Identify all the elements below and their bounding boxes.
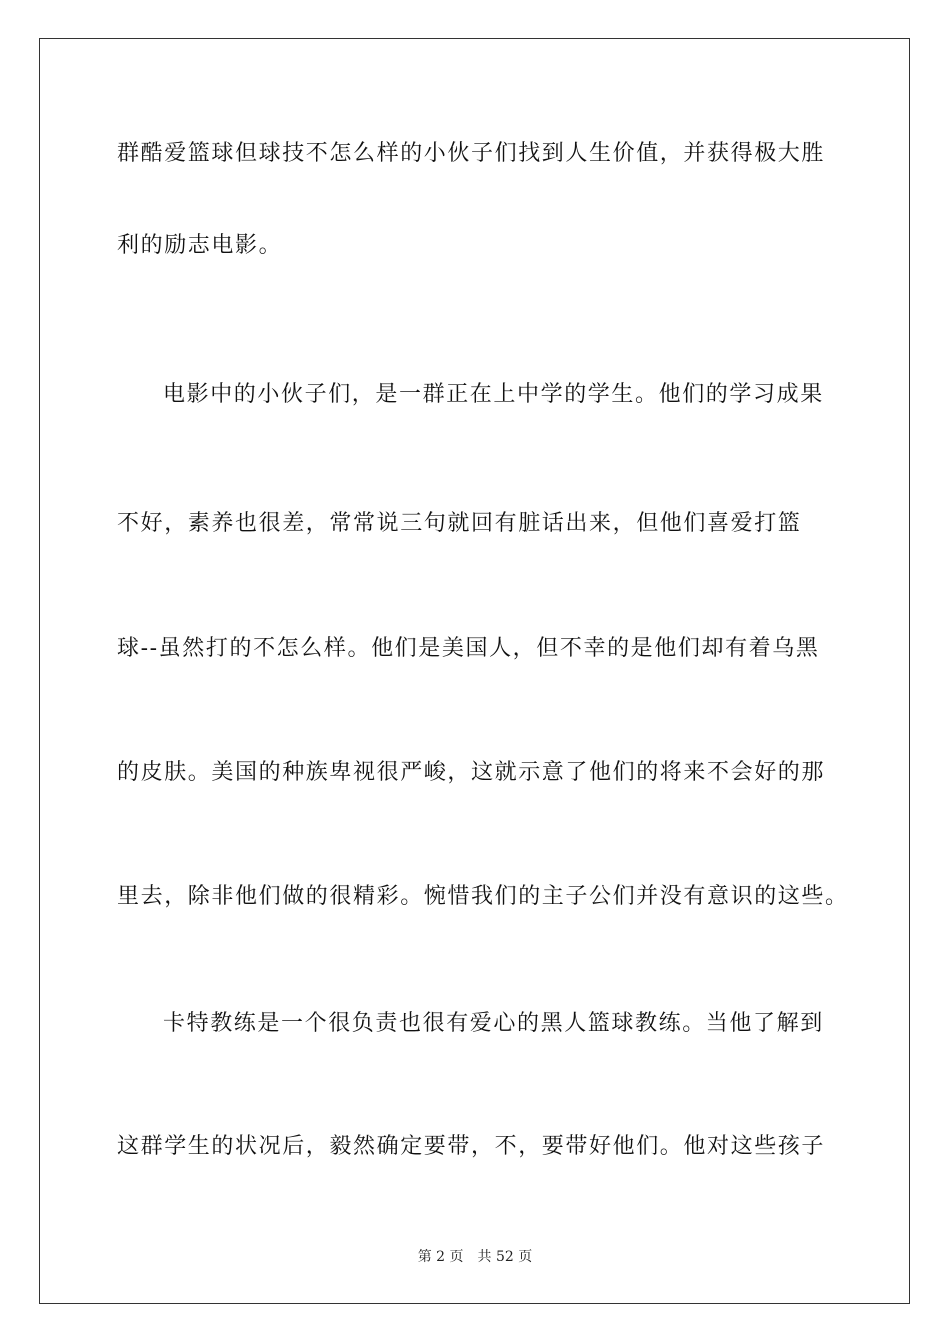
page-footer xyxy=(0,1248,950,1266)
text-line-2: 利的励志电影。 xyxy=(117,233,283,258)
text-line-1: 群酷爱篮球但球技不怎么样的小伙子们找到人生价值，并获得极大胜 xyxy=(117,141,826,166)
text-line-9: 这群学生的状况后，毅然确定要带，不，要带好他们。他对这些孩子 xyxy=(117,1134,826,1159)
text-line-8: 卡特教练是一个很负责也很有爱心的黑人篮球教练。当他了解到 xyxy=(163,1011,824,1036)
page-number: 第 2 页 xyxy=(417,1249,464,1265)
text-line-7: 里去，除非他们做的很精彩。惋惜我们的主子公们并没有意识的这些。 xyxy=(117,884,849,909)
text-line-6: 的皮肤。美国的种族卑视很严峻，这就示意了他们的将来不会好的那 xyxy=(117,760,826,785)
text-line-4: 不好，素养也很差，常常说三句就回有脏话出来，但他们喜爱打篮 xyxy=(117,511,802,536)
text-line-5: 球--虽然打的不怎么样。他们是美国人，但不幸的是他们却有着乌黑 xyxy=(117,636,820,661)
text-line-3: 电影中的小伙子们，是一群正在上中学的学生。他们的学习成果 xyxy=(163,382,824,407)
total-pages: 共 52 页 xyxy=(477,1249,533,1265)
page-border xyxy=(39,38,910,1304)
